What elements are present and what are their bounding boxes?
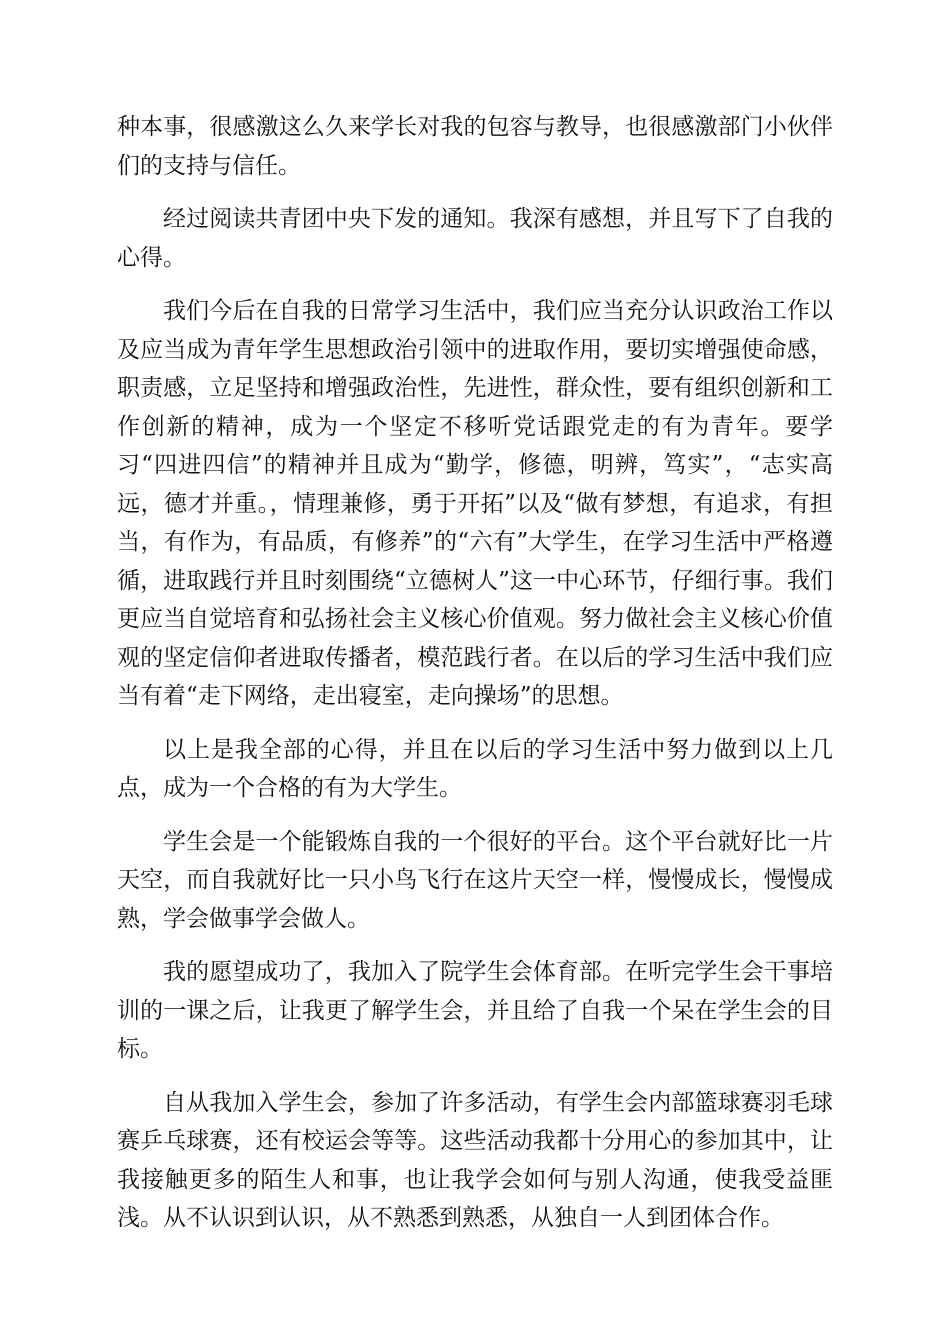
paragraph-1: 种本事，很感激这么久来学长对我的包容与教导，也很感激部门小伙伴们的支持与信任。 <box>117 114 833 179</box>
paragraph-2: 经过阅读共青团中央下发的通知。我深有感想，并且写下了自我的心得。 <box>117 206 833 271</box>
paragraph-7: 自从我加入学生会，参加了许多活动，有学生会内部篮球赛羽毛球赛乒乓球赛，还有校运会等等。这些活动我都十分用心的参加其中，让我接触更多的陌生人和事，也让我学会如何与别人沟通，使我受益匪浅。从不认识到认识，从不熟悉到熟悉，从独自一人到团体合作。 <box>117 1089 833 1231</box>
paragraph-5: 学生会是一个能锻炼自我的一个很好的平台。这个平台就好比一片天空，而自我就好比一只小鸟飞行在这片天空一样，慢慢成长，慢慢成熟，学会做事学会做人。 <box>117 828 833 932</box>
document-body <box>117 108 833 1238</box>
paragraph-3: 我们今后在自我的日常学习生活中，我们应当充分认识政治工作以及应当成为青年学生思想政治引领中的进取作用，要切实增强使命感，职责感，立足坚持和增强政治性，先进性，群众性，要有组织创新和工作创新的精神，成为一个坚定不移听党话跟党走的有为青年。要学习“四进四信”的精神并且成为“勤学，修德，明辨，笃实”，“志实高远，德才并重。，情理兼修，勇于开拓”以及“做有梦想，有追求，有担当，有作为，有品质，有修养”的“六有”大学生，在学习生活中严格遵循，进取践行并且时刻围绕“立德树人”这一中心环节，仔细行事。我们更应当自觉培育和弘扬社会主义核心价值观。努力做社会主义核心价值观的坚定信仰者进取传播者，模范践行者。在以后的学习生活中我们应当有着“走下网络，走出寝室，走向操场”的思想。 <box>117 298 833 709</box>
paragraph-6: 我的愿望成功了，我加入了院学生会体育部。在听完学生会干事培训的一课之后，让我更了解学生会，并且给了自我一个呆在学生会的目标。 <box>117 959 833 1062</box>
paragraph-4: 以上是我全部的心得，并且在以后的学习生活中努力做到以上几点，成为一个合格的有为大学生。 <box>117 736 833 801</box>
